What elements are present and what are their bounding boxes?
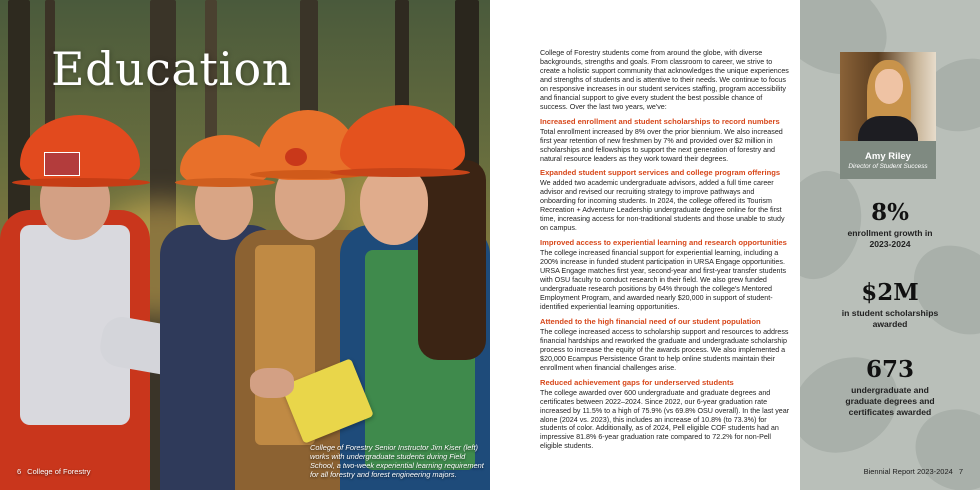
staff-role: Director of Student Success bbox=[848, 163, 928, 170]
stat-scholarships bbox=[810, 280, 970, 330]
section-heading: Attended to the high financial need of our student population bbox=[540, 316, 761, 326]
section-heading: Improved access to experiential learning and research opportunities bbox=[540, 238, 787, 248]
right-folio bbox=[858, 467, 963, 476]
stat-value: 8% bbox=[871, 199, 909, 226]
section-text: We added two academic undergraduate advisors, added a full time career advisor and revised our recruiting strategy to improve pathways and onboarding for incoming students. In 2024, the college offered its Tourism Recreation + Adventure Leadership undergraduate degree online for the first time, increasing access for non-traditional students and those unable to study on campus. bbox=[540, 179, 785, 233]
intro-paragraph: College of Forestry students come from around the globe, with diverse backgrounds, strengths and goals. From classroom to career, we strive to create a holistic support community that acknowledges the unique experiences and strengths of students and is attentive to their needs. We continue to focus on responsive increases in our student services staffing, program accessibility and financial support to give every student the best possible chance of success. Over the last two years, we've: bbox=[540, 49, 789, 111]
section-heading: Reduced achievement gaps for underserved students bbox=[540, 377, 734, 387]
stat-enrollment bbox=[810, 200, 970, 250]
right-page-number: 7 bbox=[958, 467, 963, 476]
staff-name: Amy Riley bbox=[865, 151, 911, 162]
stat-degrees bbox=[810, 357, 970, 418]
left-page-number: 6 bbox=[17, 467, 22, 476]
section-text: The college awarded over 600 undergraduate and graduate degrees and certificates between 2022–2024. Since 2022, our 6-year graduation rate increased by 11.5% to a high of 75.9% (vs 69.8% OSU overall). In the last year alone (2024 vs. 2023), this includes an increase of 10.8% (to 73.3%) for students of color. Additionally, as of 2024, Pell eligible COF students had an impressive 81.8% 6-year graduation rate compared to 72.2% for non-Pell eligible students. bbox=[540, 388, 790, 451]
left-folio bbox=[17, 467, 97, 476]
photo-caption: College of Forestry Senior Instructor Jim Kiser (left) works with undergraduate students during Field School, a two-week experiential learning requirement for all forestry and forest engineering majors. bbox=[310, 443, 484, 479]
stat-label: in student scholarships awarded bbox=[841, 308, 939, 329]
stat-value: 673 bbox=[865, 356, 914, 383]
body-text bbox=[540, 49, 792, 456]
section-text: Total enrollment increased by 8% over the prior biennium. We also increased first year retention of new freshmen by 7% and provided over $2 million in scholarships and fellowships to support the next generation of forestry and natural resource leaders as they work toward their degrees. bbox=[540, 127, 783, 163]
stat-value: $2M bbox=[861, 279, 919, 306]
page-title: Education bbox=[51, 42, 292, 96]
report-name: Biennial Report 2023-2024 bbox=[863, 467, 953, 476]
section-text: The college increased financial support for experiential learning, including a 200% increase in funded student participation in URSA Engage opportunities. URSA Engage matches first year, second-year and first-year transfer students with OSU faculty to conduct research in their field. We also grew funded undergraduate research positions by 64% through the college's Mentored Employment Program, and awarded nearly $20,000 in support of student-identified experiential learning opportunities. bbox=[540, 249, 787, 311]
staff-portrait bbox=[840, 52, 936, 141]
section-text: The college increased access to scholarship support and resources to address financial hardships and reworked the graduate and undergraduate scholarship process to increase the equity of the awards process. We also implemented a $20,000 Ecampus Persistence Grant to help online students maintain their enrollment when financial challenges arise. bbox=[540, 327, 789, 372]
stat-label: undergraduate and graduate degrees and certificates awarded bbox=[845, 385, 935, 417]
left-section-name: College of Forestry bbox=[27, 467, 91, 476]
stat-label: enrollment growth in 2023-2024 bbox=[847, 228, 933, 249]
section-heading: Expanded student support services and college program offerings bbox=[540, 168, 781, 178]
staff-name-box bbox=[840, 141, 936, 179]
hand bbox=[250, 368, 294, 398]
section-heading: Increased enrollment and student scholarships to record numbers bbox=[540, 116, 780, 126]
